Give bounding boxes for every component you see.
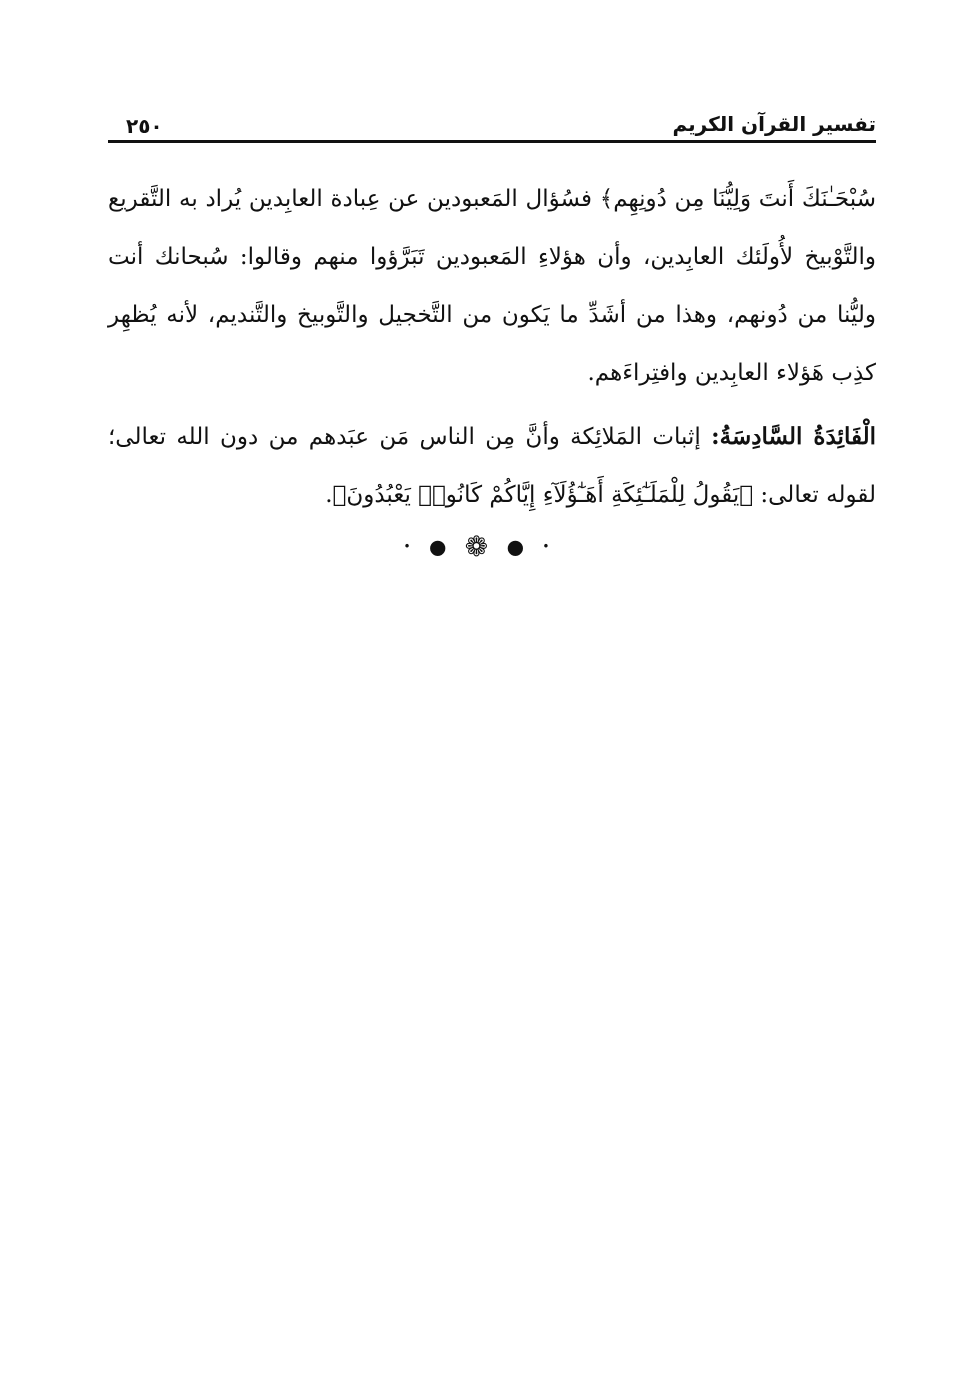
paragraph-2 bbox=[108, 408, 876, 524]
section-end-ornament bbox=[0, 530, 959, 563]
ornament-circle-icon: ● bbox=[506, 534, 531, 559]
page-header bbox=[108, 108, 876, 144]
ornament-dot-icon: • bbox=[403, 539, 417, 554]
header-divider bbox=[108, 140, 876, 143]
page-body bbox=[108, 170, 876, 524]
flower-ornament-icon: ❁ bbox=[464, 530, 495, 563]
page-number: ٢٥٠ bbox=[126, 114, 163, 138]
ornament-dot-icon: • bbox=[542, 539, 556, 554]
sixth-benefit-text: إثبات المَلائِكة وأنَّ مِن الناس مَن عبَدهم من دون الله تعالى؛ لقوله تعالى: ﴿يَقُولُ لِلْمَلَـٰٓئِكَةِ أَهَـٰٓؤُلَآءِ إِيَّاكُمْ كَانُوا۟ يَعْبُدُونَ﴾. bbox=[108, 424, 876, 508]
sixth-benefit-heading: الْفَائِدَةُ السَّادِسَةُ: bbox=[711, 423, 876, 450]
ornament-circle-icon: ● bbox=[428, 534, 453, 559]
book-title: تفسير القرآن الكريم bbox=[672, 112, 876, 136]
paragraph-1: سُبْحَـٰنَكَ أَنتَ وَلِيُّنَا مِن دُونِهِم﴾ فسُؤال المَعبودين عن عِبادة العابِدين يُراد به التَّقريع والتَّوْبيخ لأُولَئك العابِدين، وأن هؤلاءِ المَعبودين تَبَرَّؤوا منهم وقالوا: سُبحانك أنت وليُّنا من دُونهم، وهذا من أشَدِّ ما يَكون من التَّخجيل والتَّوبيخ والتَّنديم، لأنه يُظهِر كذِب هَؤلاء العابِدين وافتِراءَهم. bbox=[108, 186, 876, 386]
